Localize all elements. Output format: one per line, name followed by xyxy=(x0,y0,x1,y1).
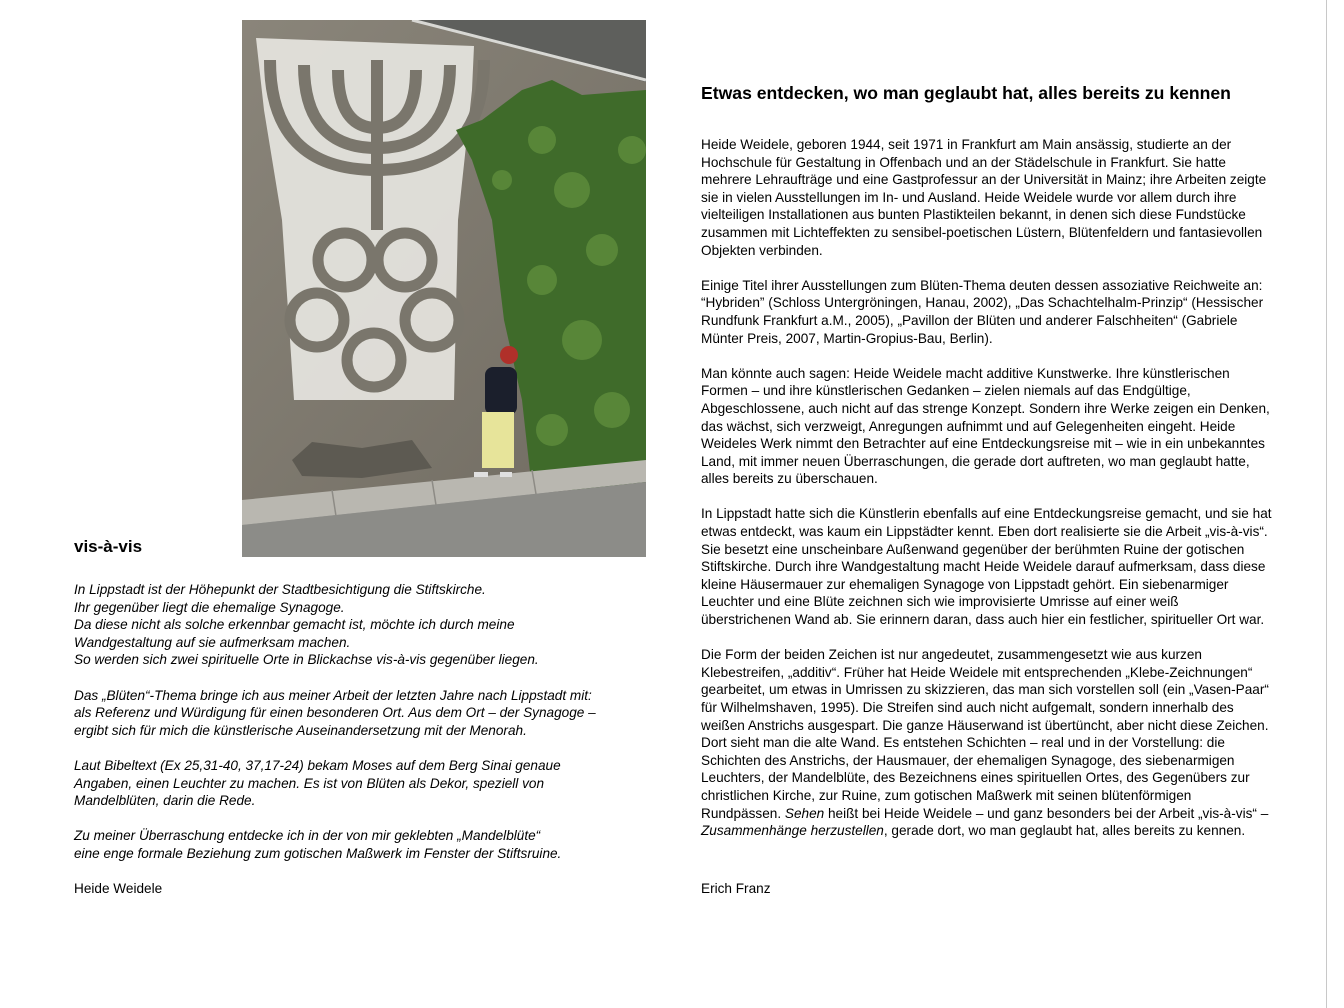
text-line: Angaben, einen Leuchter zu machen. Es ist von Blüten als Dekor, speziell von xyxy=(74,775,545,791)
text-line: Münter Preis, 2007, Martin-Gropius-Bau, Berlin). xyxy=(701,330,993,346)
text-line xyxy=(701,822,1316,840)
text-line: Wandgestaltung auf sie aufmerksam machen. xyxy=(74,634,351,650)
text-line: So werden sich zwei spirituelle Orte in Blickachse vis-à-vis gegenüber liegen. xyxy=(74,652,539,668)
text-line: weißen Anstrichs ausgespart. Die ganze Häuserwand ist übertüncht, aber nicht diese Zeichen. xyxy=(701,717,1269,733)
text-line: Mandelblüten, darin die Rede. xyxy=(74,793,256,809)
text-line: Klebestreifen, „additiv“. Früher hat Heide Weidele mit entsprechenden „Klebe-Zeichnungen“ xyxy=(701,664,1253,680)
text-line: gearbeitet, um etwas in Umrissen zu skizzieren, das man sich vorstellen soll (ein „Vasen-Paar“ xyxy=(701,682,1269,698)
wall-photo-illustration xyxy=(242,20,646,557)
artwork-photo xyxy=(242,20,646,557)
essay-title: Etwas entdecken, wo man geglaubt hat, alles bereits zu kennen xyxy=(701,83,1231,103)
statement-paragraph-3 xyxy=(74,757,664,810)
text-line: Leuchters, der Mandelblüte, des Bezeichnens eines spirituellen Ortes, des Gegenübers zur xyxy=(701,770,1250,786)
text-line: Ihr gegenüber liegt die ehemalige Synagoge. xyxy=(74,599,345,615)
text-run: , gerade dort, wo man geglaubt hat, alles bereits zu kennen. xyxy=(883,823,1246,839)
text-line: Leuchter und eine Blüte zeichnen sich wie improvisierte Umrisse auf einer weiß xyxy=(701,594,1179,610)
statement-paragraph-2 xyxy=(74,687,664,740)
essay-paragraph-3 xyxy=(701,365,1316,488)
text-line: Schichten des Anstrichs, der Hausmauer, der ehemaligen Synagoge, des siebenarmigen xyxy=(701,752,1235,768)
essay-paragraph-1 xyxy=(701,136,1316,259)
text-line: zusammen mit Lichteffekten zu sensibel-poetischen Lüstern, Blütenfeldern und fantasievollen xyxy=(701,224,1263,240)
text-line: vielteiligen Installationen aus bunten Plastikteilen bekannt, in denen sich diese Fundstücke xyxy=(701,207,1246,223)
essay-body xyxy=(701,136,1316,840)
text-line: Heide Weidele, geboren 1944, seit 1971 in Frankfurt am Main ansässig, studierte an der xyxy=(701,137,1232,152)
left-title: vis-à-vis xyxy=(74,537,143,556)
text-line: Laut Bibeltext (Ex 25,31-40, 37,17-24) bekam Moses auf dem Berg Sinai genaue xyxy=(74,757,561,773)
text-line: überstrichenen Wand ab. Sie erinnern daran, dass auch hier ein festlicher, spiritueller Ort war. xyxy=(701,612,1265,628)
text-line: Stiftskirche. Durch ihre Wandgestaltung macht Heide Weidele darauf aufmerksam, dass diese xyxy=(701,559,1266,575)
artist-signature: Heide Weidele xyxy=(74,881,163,897)
text-line: Da diese nicht als solche erkennbar gemacht ist, möchte ich durch meine xyxy=(74,617,515,633)
text-line xyxy=(701,805,1316,823)
text-line: eine enge formale Beziehung zum gotischen Maßwerk im Fenster der Stiftsruine. xyxy=(74,845,562,861)
essay-author-wrap xyxy=(701,880,901,898)
text-line: Rundfunk Frankfurt a.M., 2005), „Pavillon der Blüten und anderer Falschheiten“ (Gabriele xyxy=(701,312,1238,328)
text-line: Objekten verbinden. xyxy=(701,242,823,258)
text-line: Dort sieht man die alte Wand. Es entstehen Schichten – real und in der Vorstellung: die xyxy=(701,735,1225,751)
text-line: ergibt sich für mich die künstlerische Auseinandersetzung mit der Menorah. xyxy=(74,722,527,738)
page-border xyxy=(1326,0,1327,1008)
text-line: Man könnte auch sagen: Heide Weidele macht additive Kunstwerke. Ihre künstlerischen xyxy=(701,365,1230,381)
essay-paragraph-4 xyxy=(701,505,1316,628)
essay-paragraph-5 xyxy=(701,646,1316,840)
text-run: heißt bei Heide Weidele – und ganz besonders bei der Arbeit „vis-à-vis“ – xyxy=(824,805,1269,821)
text-line: Hochschule für Gestaltung in Offenbach und an der Städelschule in Frankfurt. Sie hatte xyxy=(701,154,1226,170)
essay-paragraph-2 xyxy=(701,277,1316,347)
essay-author: Erich Franz xyxy=(701,881,771,896)
text-line: In Lippstadt ist der Höhepunkt der Stadtbesichtigung die Stiftskirche. xyxy=(74,582,486,597)
text-line: das wächst, sich verzweigt, Anregungen aufnimmt und auf Gelegenheiten eingeht. Heide xyxy=(701,418,1236,434)
text-line: kleine Häusermauer zur ehemaligen Synagoge von Lippstadt gehört. Ein siebenarmiger xyxy=(701,576,1229,592)
emphasis-sehen: Sehen xyxy=(784,805,825,821)
text-line: Sie besetzt eine unscheinbare Außenwand gegenüber der berühmten Ruine der gotischen xyxy=(701,541,1245,557)
text-line: als Referenz und Würdigung für einen besonderen Ort. Aus dem Ort – der Synagoge – xyxy=(74,705,596,721)
text-line: “Hybriden” (Schloss Untergröningen, Hanau, 2002), „Das Schachtelhalm-Prinzip“ (Hessischer xyxy=(701,295,1264,311)
text-line: christlichen Kirche, zur Ruine, zum gotischen Maßwerk mit seinen blütenförmigen xyxy=(701,787,1192,803)
text-line: Formen – und ihre künstlerischen Gedanken – zielen niemals auf das Endgültige, xyxy=(701,383,1191,399)
text-line: etwas entdeckt, was kaum ein Lippstädter kennt. Eben dort realisierte sie die Arbeit „vis-à-vis“. xyxy=(701,524,1268,540)
text-line: mehrere Lehraufträge und eine Gastprofessur an der Universität in Mainz; ihre Arbeiten zeigte xyxy=(701,172,1267,188)
text-line: für Wilhelmshaven, 1995). Die Streifen sind auch nicht aufgemalt, sondern innerhalb des xyxy=(701,700,1234,715)
text-line: Weideles Werk nimmt den Betrachter auf eine Entdeckungsreise mit – wie in ein unbekanntes xyxy=(701,436,1265,452)
text-line: Das „Blüten“-Thema bringe ich aus meiner Arbeit der letzten Jahre nach Lippstadt mit: xyxy=(74,687,592,703)
text-run: Rundpässen. xyxy=(701,805,785,821)
text-line: sie in vielen Ausstellungen im In- und Ausland. Heide Weidele wurde vor allem durch ihre xyxy=(701,189,1237,205)
statement-paragraph-4 xyxy=(74,827,664,862)
text-line: Zu meiner Überraschung entdecke ich in der von mir geklebten „Mandelblüte“ xyxy=(74,828,541,844)
emphasis-zusammenhaenge: Zusammenhänge herzustellen xyxy=(701,823,884,839)
text-line: Einige Titel ihrer Ausstellungen zum Blüten-Thema deuten dessen assoziative Reichweite an: xyxy=(701,277,1263,293)
statement-paragraph-1 xyxy=(74,581,664,669)
text-line: Abgeschlossene, auch nicht auf das strenge Konzept. Sondern ihre Werke zeigen ein Denken, xyxy=(701,400,1270,416)
text-line: In Lippstadt hatte sich die Künstlerin ebenfalls auf eine Entdeckungsreise gemacht, und sie hat xyxy=(701,506,1272,522)
artist-statement xyxy=(74,581,664,915)
text-line: Die Form der beiden Zeichen ist nur angedeutet, zusammengesetzt wie aus kurzen xyxy=(701,647,1202,663)
text-line: alles bereits zu überschauen. xyxy=(701,471,878,487)
text-line: Land, mit immer neuen Überraschungen, die gerade dort auftreten, wo man geglaubt hatte, xyxy=(701,453,1250,469)
